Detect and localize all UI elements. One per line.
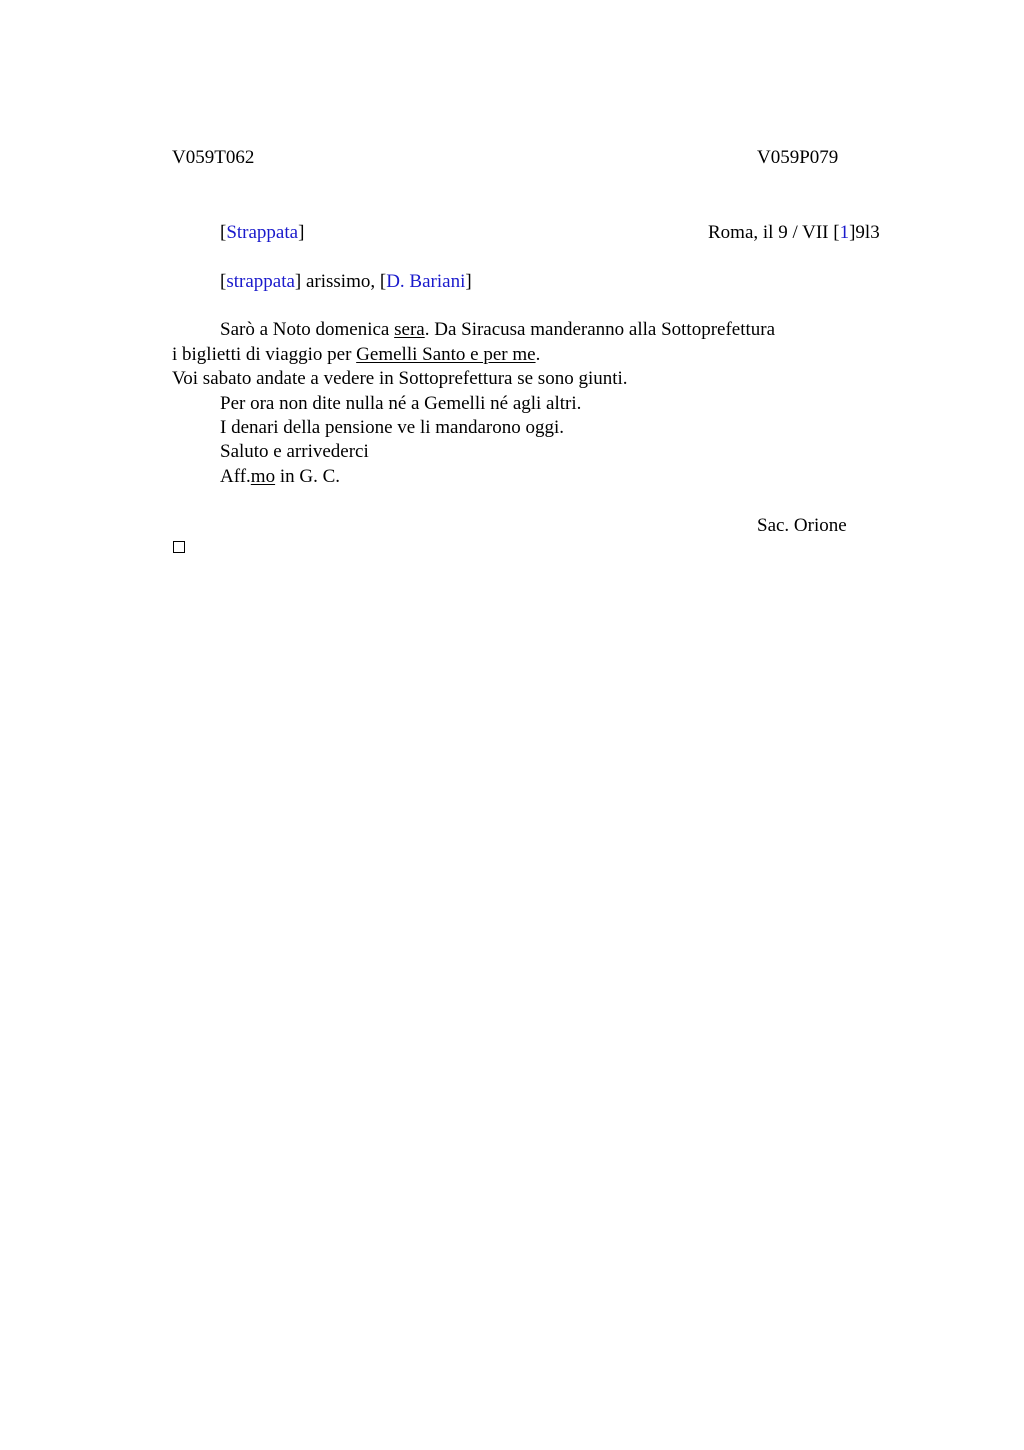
bracket-close: ] xyxy=(465,271,472,292)
closing-text: Aff. xyxy=(220,466,251,487)
editorial-note-strappata: strappata xyxy=(226,271,295,292)
date-suffix: ]9l3 xyxy=(849,222,880,243)
left-code: V059T062 xyxy=(172,147,255,168)
body-text: Sarò a Noto domenica xyxy=(220,319,395,340)
body-line-3: Voi sabato andate a vedere in Sottoprefettura se sono giunti. xyxy=(172,368,628,389)
end-marker-box xyxy=(173,541,185,553)
closing-text: in G. C. xyxy=(275,466,341,487)
date-line xyxy=(708,222,880,244)
salutation-line xyxy=(220,271,472,293)
body-text: . Da Siracusa manderanno alla Sottoprefettura xyxy=(424,319,776,340)
body-text: i biglietti di viaggio per xyxy=(172,344,357,365)
signature: Sac. Orione xyxy=(757,515,847,536)
editorial-note-strappata: Strappata xyxy=(226,222,299,243)
date-prefix: Roma, il 9 / VII [ xyxy=(708,222,840,243)
bracket-open: [ xyxy=(220,222,227,243)
torn-note-line xyxy=(220,222,304,244)
body-line-4: Per ora non dite nulla né a Gemelli né agli altri. xyxy=(220,393,582,414)
bracket-close: ] xyxy=(298,222,305,243)
closing-line xyxy=(220,466,340,488)
body-line-1 xyxy=(220,319,775,341)
underlined-text: mo xyxy=(250,466,276,487)
underlined-text: Gemelli Santo e per me xyxy=(356,344,536,365)
editorial-note-recipient: D. Bariani xyxy=(386,271,466,292)
bracket-open: [ xyxy=(220,271,227,292)
date-editorial-note: 1 xyxy=(839,222,850,243)
body-text: . xyxy=(535,344,541,365)
body-line-5: I denari della pensione ve li mandarono oggi. xyxy=(220,417,565,438)
right-code: V059P079 xyxy=(757,147,839,168)
underlined-text: sera xyxy=(394,319,425,340)
salutation-text: ] arissimo, [ xyxy=(294,271,387,292)
body-line-2 xyxy=(172,344,540,366)
body-line-6: Saluto e arrivederci xyxy=(220,441,369,462)
